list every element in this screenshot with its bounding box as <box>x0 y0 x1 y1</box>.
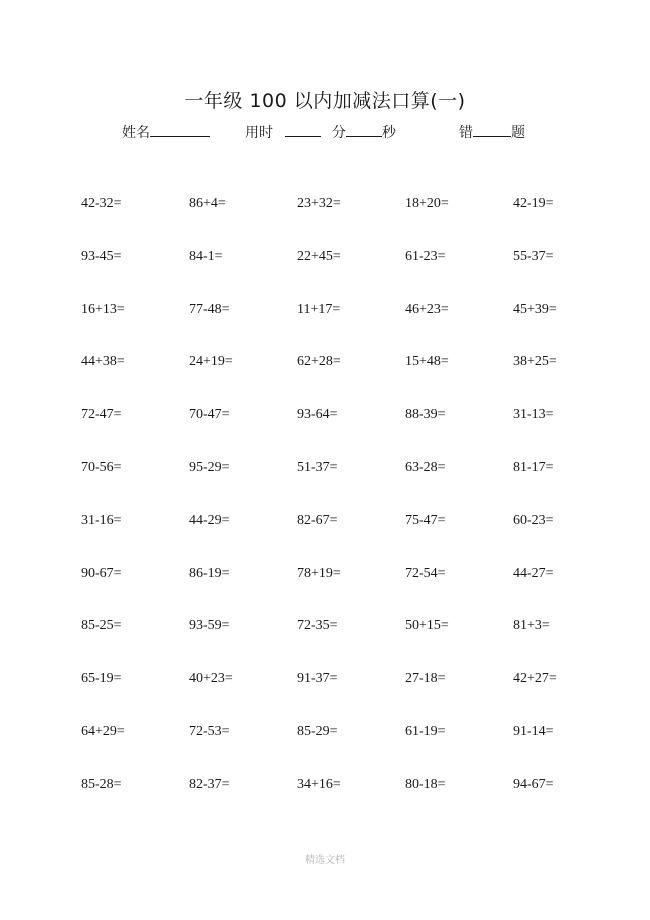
problem-item: 72-54= <box>405 565 446 581</box>
problem-item: 72-35= <box>297 618 338 634</box>
problem-item: 85-25= <box>81 618 122 634</box>
second-label: 秒 <box>381 125 396 141</box>
problem-item: 93-59= <box>189 618 230 634</box>
problem-item: 61-19= <box>405 723 446 739</box>
name-blank <box>150 122 210 137</box>
problem-item: 72-53= <box>189 723 230 739</box>
problem-item: 93-64= <box>297 407 338 423</box>
problem-item: 65-19= <box>81 671 122 687</box>
footer-watermark: 精选文档 <box>305 855 345 866</box>
problem-item: 94-67= <box>513 776 554 792</box>
problem-item: 44-27= <box>513 565 554 581</box>
problem-item: 18+20= <box>405 196 449 211</box>
name-label: 姓名 <box>122 125 150 141</box>
errors-blank <box>473 122 511 137</box>
problem-item: 44-29= <box>189 512 230 528</box>
errors-field-group <box>459 122 525 142</box>
problem-item: 63-28= <box>405 459 446 475</box>
seconds-blank <box>346 122 382 137</box>
problem-item: 61-23= <box>405 248 446 264</box>
time-label: 用时 <box>245 125 273 141</box>
problem-item: 51-37= <box>297 459 338 475</box>
name-field-group <box>122 122 210 142</box>
problem-item: 44+38= <box>81 354 125 370</box>
problem-item: 93-45= <box>81 248 122 264</box>
problem-item: 50+15= <box>405 618 449 634</box>
problem-item: 70-47= <box>189 407 230 423</box>
problem-item: 88-39= <box>405 407 446 423</box>
problem-item: 34+16= <box>297 776 341 792</box>
problem-item: 75-47= <box>405 512 446 528</box>
problem-item: 60-23= <box>513 512 554 528</box>
problem-item: 91-37= <box>297 671 338 687</box>
problem-item: 40+23= <box>189 671 233 687</box>
problem-item: 72-47= <box>81 407 122 423</box>
problem-item: 86-19= <box>189 565 230 581</box>
problem-item: 77-48= <box>189 301 230 317</box>
problem-item: 64+29= <box>81 723 125 739</box>
problem-item: 81-17= <box>513 459 554 475</box>
problem-item: 85-28= <box>81 776 122 792</box>
page-title: 一年级 100 以内加减法口算(一) <box>184 90 466 112</box>
problem-item: 22+45= <box>297 248 341 264</box>
problem-item: 78+19= <box>297 565 341 581</box>
problem-item: 15+48= <box>405 354 449 370</box>
problem-item: 82-37= <box>189 776 230 792</box>
problem-item: 90-67= <box>81 565 122 581</box>
problem-item: 11+17= <box>297 301 341 317</box>
problem-item: 80-18= <box>405 776 446 792</box>
problem-item: 23+32= <box>297 196 341 211</box>
problem-item: 62+28= <box>297 354 341 370</box>
errors-label: 错 <box>459 125 473 141</box>
problem-item: 46+23= <box>405 301 449 317</box>
problem-item: 31-13= <box>513 407 554 423</box>
student-info-row <box>0 122 650 144</box>
problem-item: 82-67= <box>297 512 338 528</box>
problem-item: 27-18= <box>405 671 446 687</box>
problem-item: 81+3= <box>513 618 550 634</box>
problem-item: 24+19= <box>189 354 233 370</box>
problem-item: 85-29= <box>297 723 338 739</box>
problem-grid <box>81 192 621 826</box>
problem-item: 31-16= <box>81 512 122 528</box>
time-field-group <box>245 122 396 142</box>
problem-item: 42-32= <box>81 196 122 211</box>
problem-item: 91-14= <box>513 723 554 739</box>
problem-item: 86+4= <box>189 196 226 211</box>
minute-label: 分 <box>331 125 346 141</box>
problem-item: 42-19= <box>513 196 554 211</box>
problem-item: 42+27= <box>513 671 557 687</box>
problem-item: 70-56= <box>81 459 122 475</box>
problem-item: 55-37= <box>513 248 554 264</box>
problem-item: 16+13= <box>81 301 125 317</box>
problem-item: 84-1= <box>189 248 223 264</box>
minutes-blank <box>285 122 321 137</box>
problem-item: 45+39= <box>513 301 557 317</box>
errors-suffix: 题 <box>511 125 525 141</box>
problem-item: 38+25= <box>513 354 557 370</box>
problem-item: 95-29= <box>189 459 230 475</box>
